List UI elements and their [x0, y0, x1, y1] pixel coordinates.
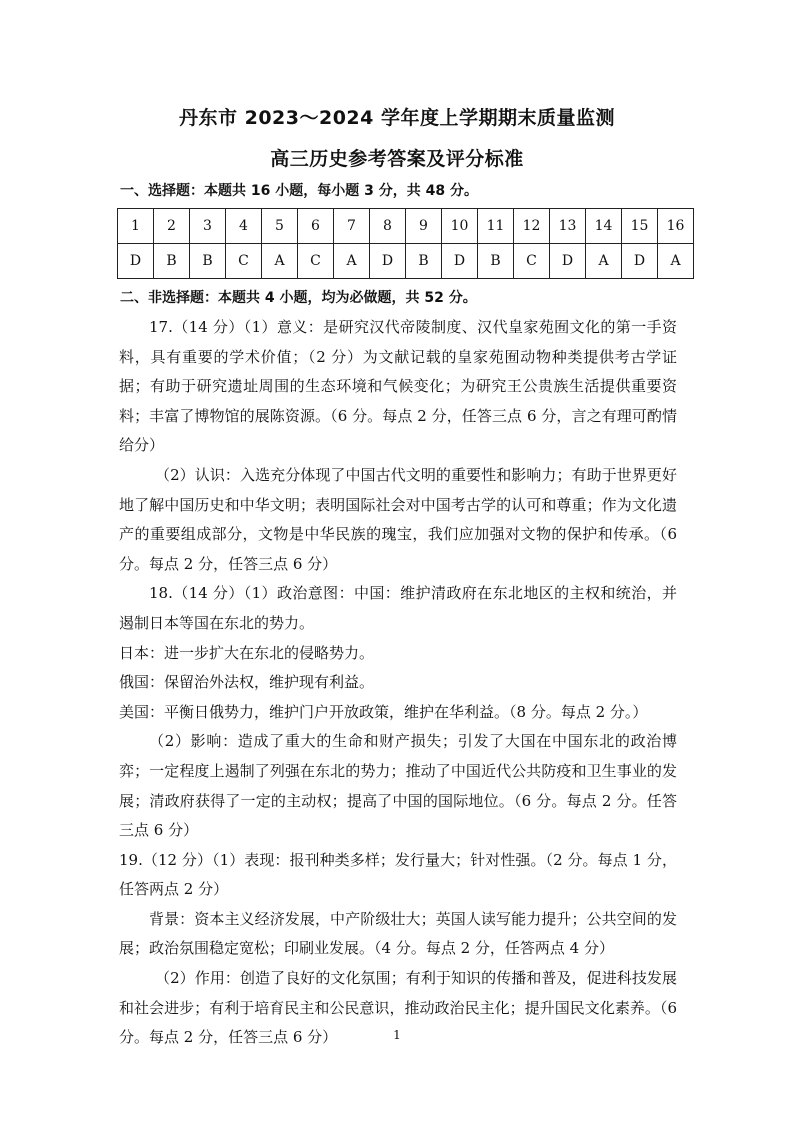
question-number-row — [118, 209, 694, 244]
q19-part2-paragraph: （2）作用：创造了良好的文化氛围；有利于知识的传播和普及，促进科技发展和社会进步；有利于培育民主和公民意识，推动政治民主化；提升国民文化素养。（6 分。每点 2 分，任答三点 6 分） — [119, 969, 677, 1047]
section1-heading: 一、选择题：本题共 16 小题，每小题 3 分，共 48 分。 — [120, 183, 478, 199]
answer-letter: B — [406, 244, 442, 279]
page-title: 丹东市 2023～2024 学年度上学期期末质量监测 — [179, 107, 615, 129]
question-number: 14 — [586, 209, 622, 244]
answer-letter: B — [154, 244, 190, 279]
q18-part2-paragraph: （2）影响：造成了重大的生命和财产损失；引发了大国在中国东北的政治博弈；一定程度上遏制了列强在东北的势力；推动了中国近代公共防疫和卫生事业的发展；清政府获得了一定的主动权；提高了中国的国际地位。（6 分。每点 2 分。任答三点 6 分） — [119, 732, 677, 840]
question-number: 4 — [226, 209, 262, 244]
answer-table — [117, 208, 694, 279]
question-number: 11 — [478, 209, 514, 244]
q18-part1-paragraph: 18.（14 分）（1）政治意图：中国：维护清政府在东北地区的主权和统治，并遏制日本等国在东北的势力。 — [119, 584, 677, 632]
question-number: 13 — [550, 209, 586, 244]
answer-letter: D — [442, 244, 478, 279]
question-number: 6 — [298, 209, 334, 244]
question-number: 10 — [442, 209, 478, 244]
question-number: 3 — [190, 209, 226, 244]
question-number: 7 — [334, 209, 370, 244]
question-number: 5 — [262, 209, 298, 244]
q17-part2-paragraph: （2）认识：入选充分体现了中国古代文明的重要性和影响力；有助于世界更好地了解中国历史和中华文明；表明国际社会对中国考古学的认可和尊重；作为文化遗产的重要组成部分，文物是中华民族的瑰宝，我们应加强对文物的保护和传承。（6 分。每点 2 分，任答三点 6 分） — [119, 465, 677, 573]
answer-row — [118, 244, 694, 279]
q19-part1-paragraph: 19.（12 分）（1）表现：报刊种类多样；发行量大；针对性强。（2 分。每点 1 分，任答两点 2 分） — [119, 850, 677, 899]
answer-letter: B — [190, 244, 226, 279]
answer-letter: C — [298, 244, 334, 279]
page-subtitle: 高三历史参考答案及评分标准 — [270, 148, 524, 170]
answer-letter: A — [658, 244, 694, 279]
question-number: 8 — [370, 209, 406, 244]
answer-letter: D — [622, 244, 658, 279]
answer-letter: A — [262, 244, 298, 279]
answer-body — [119, 313, 677, 1053]
answer-letter: A — [334, 244, 370, 279]
q18-japan-line: 日本：进一步扩大在东北的侵略势力。 — [119, 643, 375, 662]
answer-letter: C — [226, 244, 262, 279]
answer-letter: B — [478, 244, 514, 279]
answer-letter: C — [514, 244, 550, 279]
q19-background-paragraph: 背景：资本主义经济发展，中产阶级壮大；英国人读写能力提升；公共空间的发展；政治氛围稳定宽松；印刷业发展。（4 分。每点 2 分，任答两点 4 分） — [119, 909, 677, 958]
page-number: 1 — [393, 1028, 401, 1042]
question-number: 15 — [622, 209, 658, 244]
answer-letter: D — [550, 244, 586, 279]
question-number: 9 — [406, 209, 442, 244]
answer-letter: A — [586, 244, 622, 279]
question-number: 1 — [118, 209, 154, 244]
answer-letter: D — [370, 244, 406, 279]
question-number: 2 — [154, 209, 190, 244]
q18-russia-line: 俄国：保留治外法权，维护现有利益。 — [119, 673, 375, 692]
answer-letter: D — [118, 244, 154, 279]
q17-part1-paragraph: 17.（14 分）（1）意义：是研究汉代帝陵制度、汉代皇家苑囿文化的第一手资料，具有重要的学术价值；（2 分）为文献记载的皇家苑囿动物种类提供考古学证据；有助于研究遗址周围的生态环境和气候变化；为研究王公贵族生活提供重要资料；丰富了博物馆的展陈资源。（6 分。每点 2 分，任答三点 6 分，言之有理可酌情给分） — [119, 318, 677, 455]
q18-usa-line: 美国：平衡日俄势力，维护门户开放政策，维护在华利益。（8 分。每点 2 分。） — [119, 702, 648, 721]
section2-heading: 二、非选择题：本题共 4 小题，均为必做题，共 52 分。 — [120, 290, 477, 306]
question-number: 12 — [514, 209, 550, 244]
question-number: 16 — [658, 209, 694, 244]
